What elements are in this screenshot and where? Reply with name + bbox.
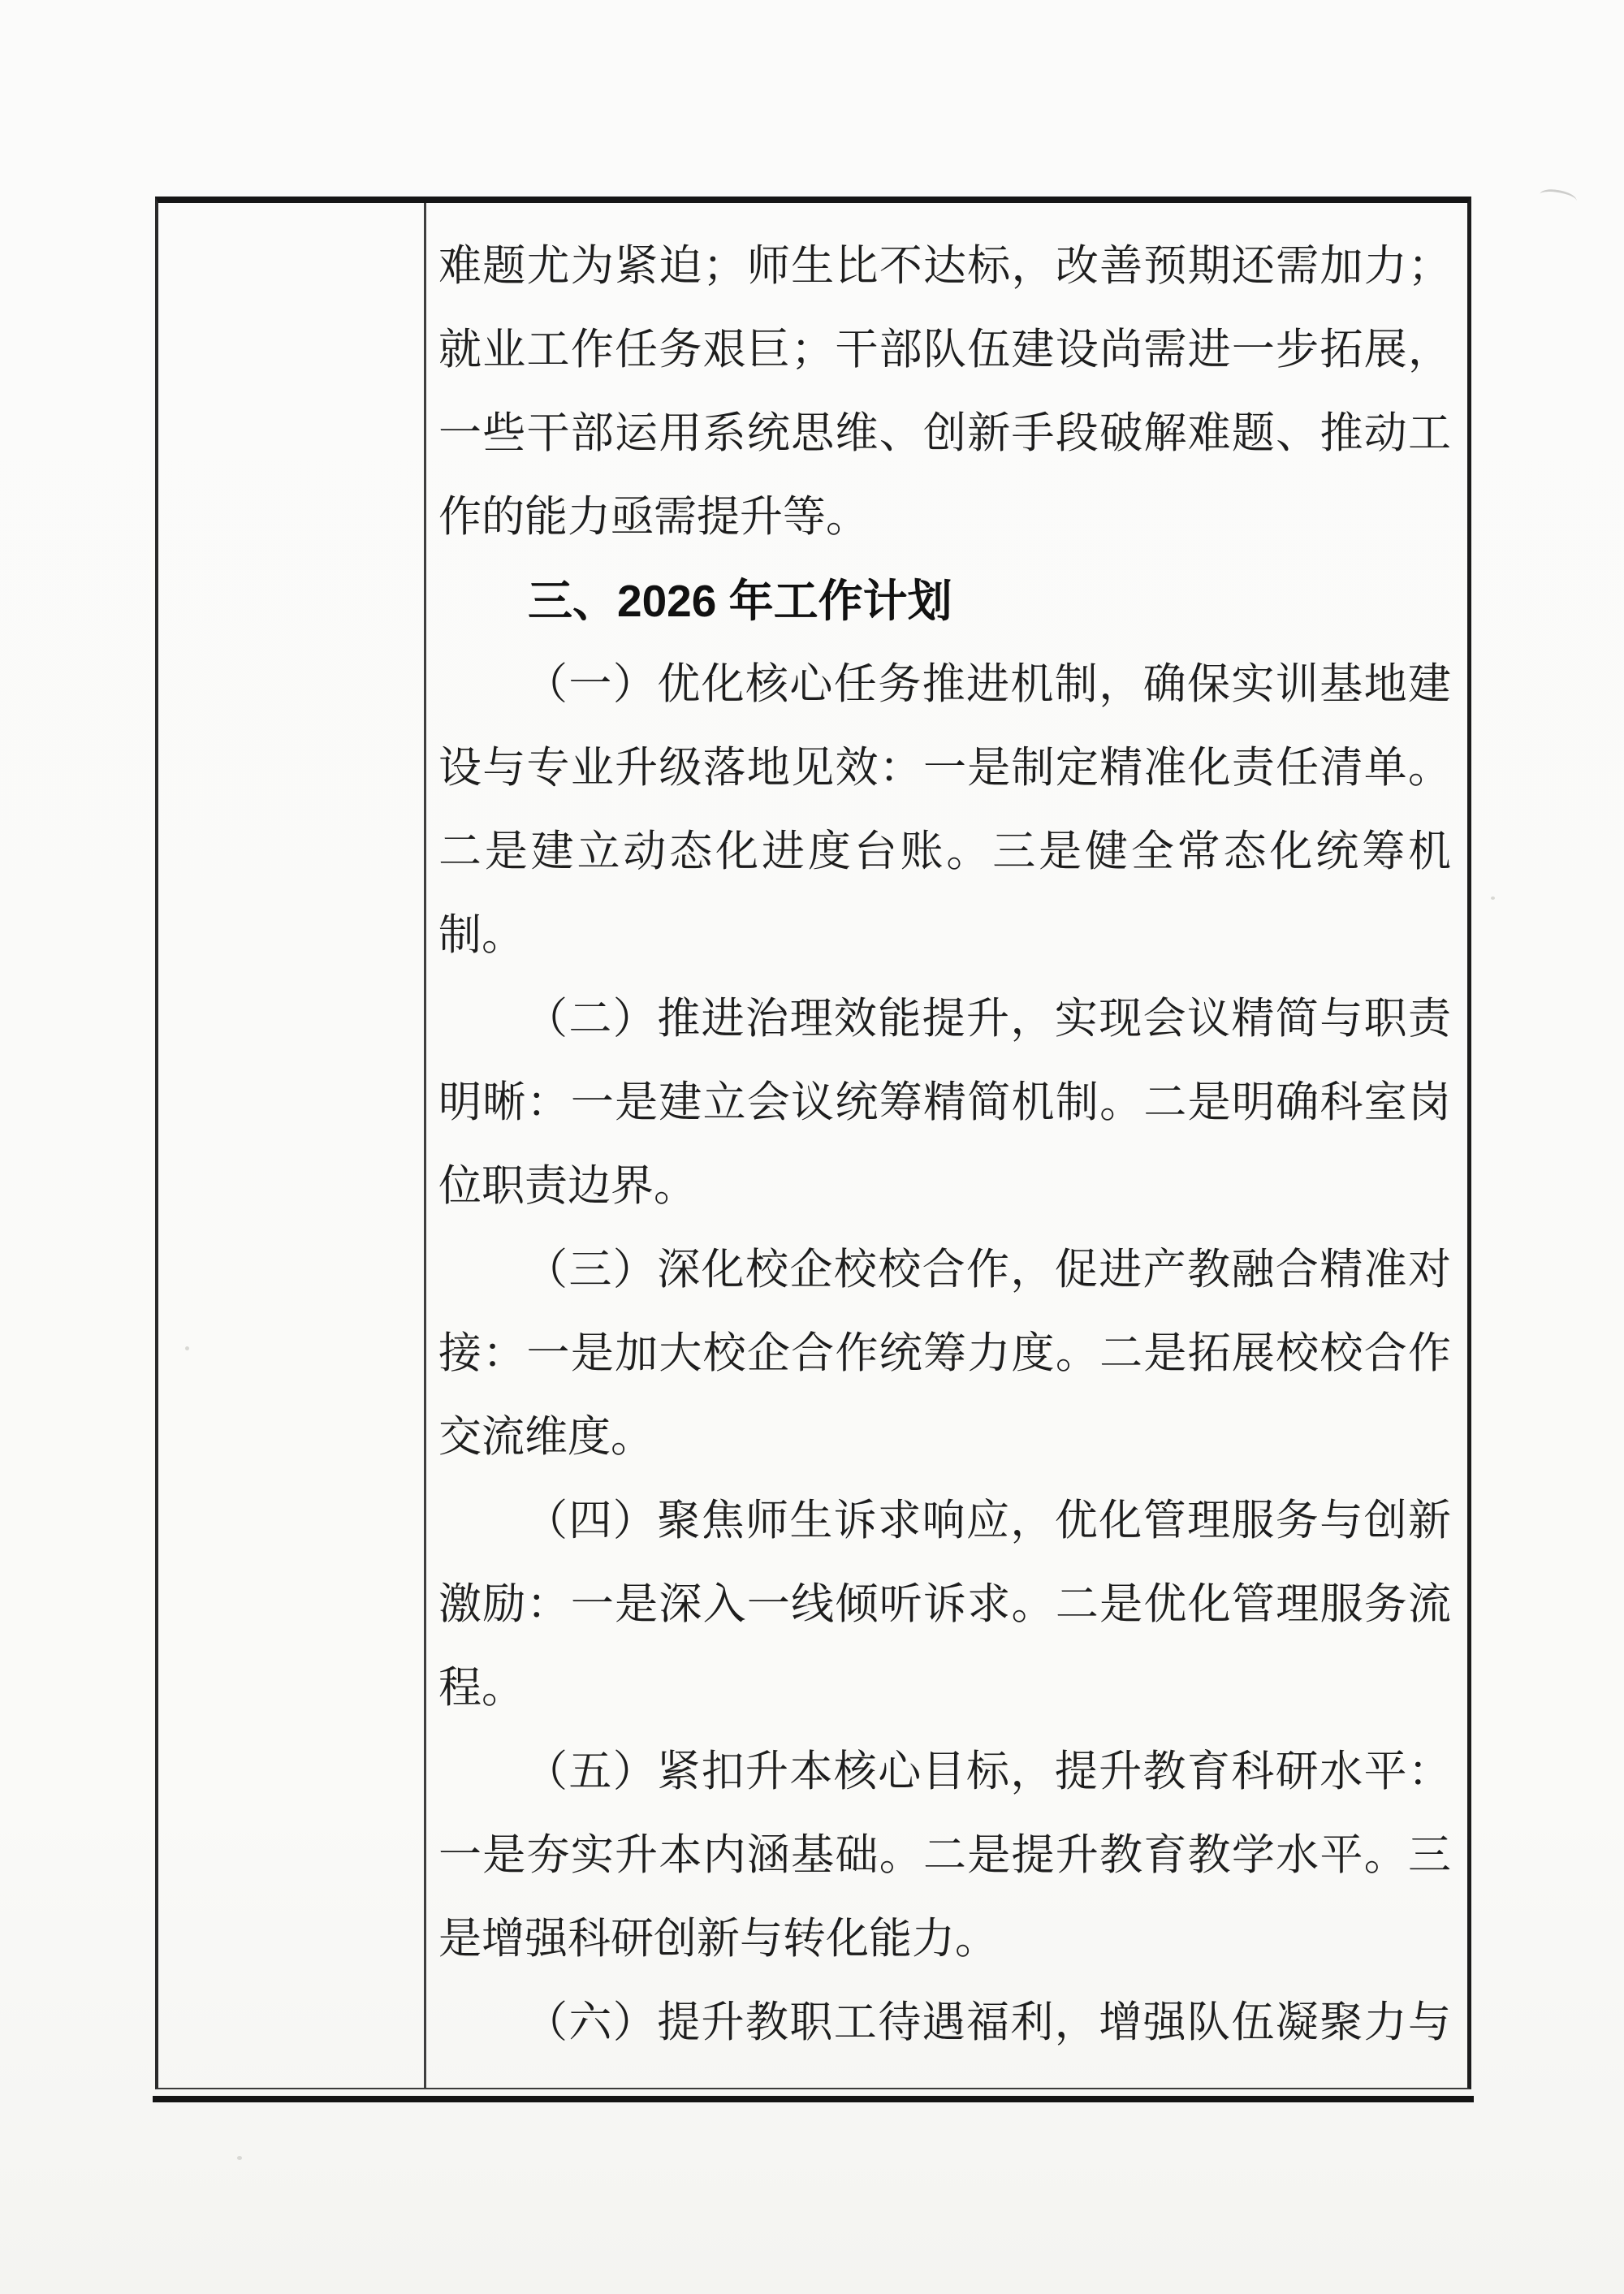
table-outer-border-bottom bbox=[153, 2096, 1474, 2102]
text-line: 设与专业升级落地见效：一是制定精准化责任清单。 bbox=[438, 745, 1451, 792]
label-cell-empty bbox=[158, 203, 426, 2088]
text-line: 二是建立动态化进度台账。三是健全常态化统筹机 bbox=[438, 828, 1451, 875]
scan-speck bbox=[185, 1346, 189, 1350]
form-table bbox=[155, 197, 1471, 2089]
content-cell bbox=[426, 203, 1467, 2088]
text-line: （一）优化核心任务推进机制，确保实训基地建 bbox=[525, 661, 1451, 708]
text-line: 位职责边界。 bbox=[438, 1163, 697, 1210]
text-line: （三）深化校企校校合作，促进产教融合精准对 bbox=[525, 1246, 1451, 1294]
text-line: 交流维度。 bbox=[438, 1414, 654, 1461]
text-line: 作的能力亟需提升等。 bbox=[438, 494, 869, 541]
text-line: （二）推进治理效能提升，实现会议精简与职责 bbox=[525, 996, 1451, 1043]
text-line: 难题尤为紧迫；师生比不达标，改善预期还需加力； bbox=[438, 243, 1451, 290]
scan-speck bbox=[237, 2156, 242, 2160]
text-line: （六）提升教职工待遇福利，增强队伍凝聚力与 bbox=[525, 1999, 1451, 2046]
scan-speck bbox=[1491, 896, 1495, 900]
text-line: 一些干部运用系统思维、创新手段破解难题、推动工 bbox=[438, 410, 1451, 457]
text-line: 接：一是加大校企合作统筹力度。二是拓展校校合作 bbox=[438, 1330, 1451, 1377]
section-heading: 三、2026 年工作计划 bbox=[528, 576, 952, 626]
text-line: 程。 bbox=[438, 1665, 525, 1712]
text-line: 激励：一是深入一线倾听诉求。二是优化管理服务流 bbox=[438, 1581, 1451, 1628]
text-line: 明晰：一是建立会议统筹精简机制。二是明确科室岗 bbox=[438, 1079, 1451, 1126]
text-line: 就业工作任务艰巨；干部队伍建设尚需进一步拓展， bbox=[438, 326, 1451, 374]
scan-artifact bbox=[1539, 188, 1578, 207]
text-line: （五）紧扣升本核心目标，提升教育科研水平： bbox=[525, 1748, 1451, 1795]
text-line: 是增强科研创新与转化能力。 bbox=[438, 1916, 998, 1963]
text-line: 一是夯实升本内涵基础。二是提升教育教学水平。三 bbox=[438, 1832, 1451, 1879]
content-text-block bbox=[438, 225, 1451, 2065]
text-line: （四）聚焦师生诉求响应，优化管理服务与创新 bbox=[525, 1497, 1451, 1544]
text-line: 制。 bbox=[438, 912, 525, 959]
